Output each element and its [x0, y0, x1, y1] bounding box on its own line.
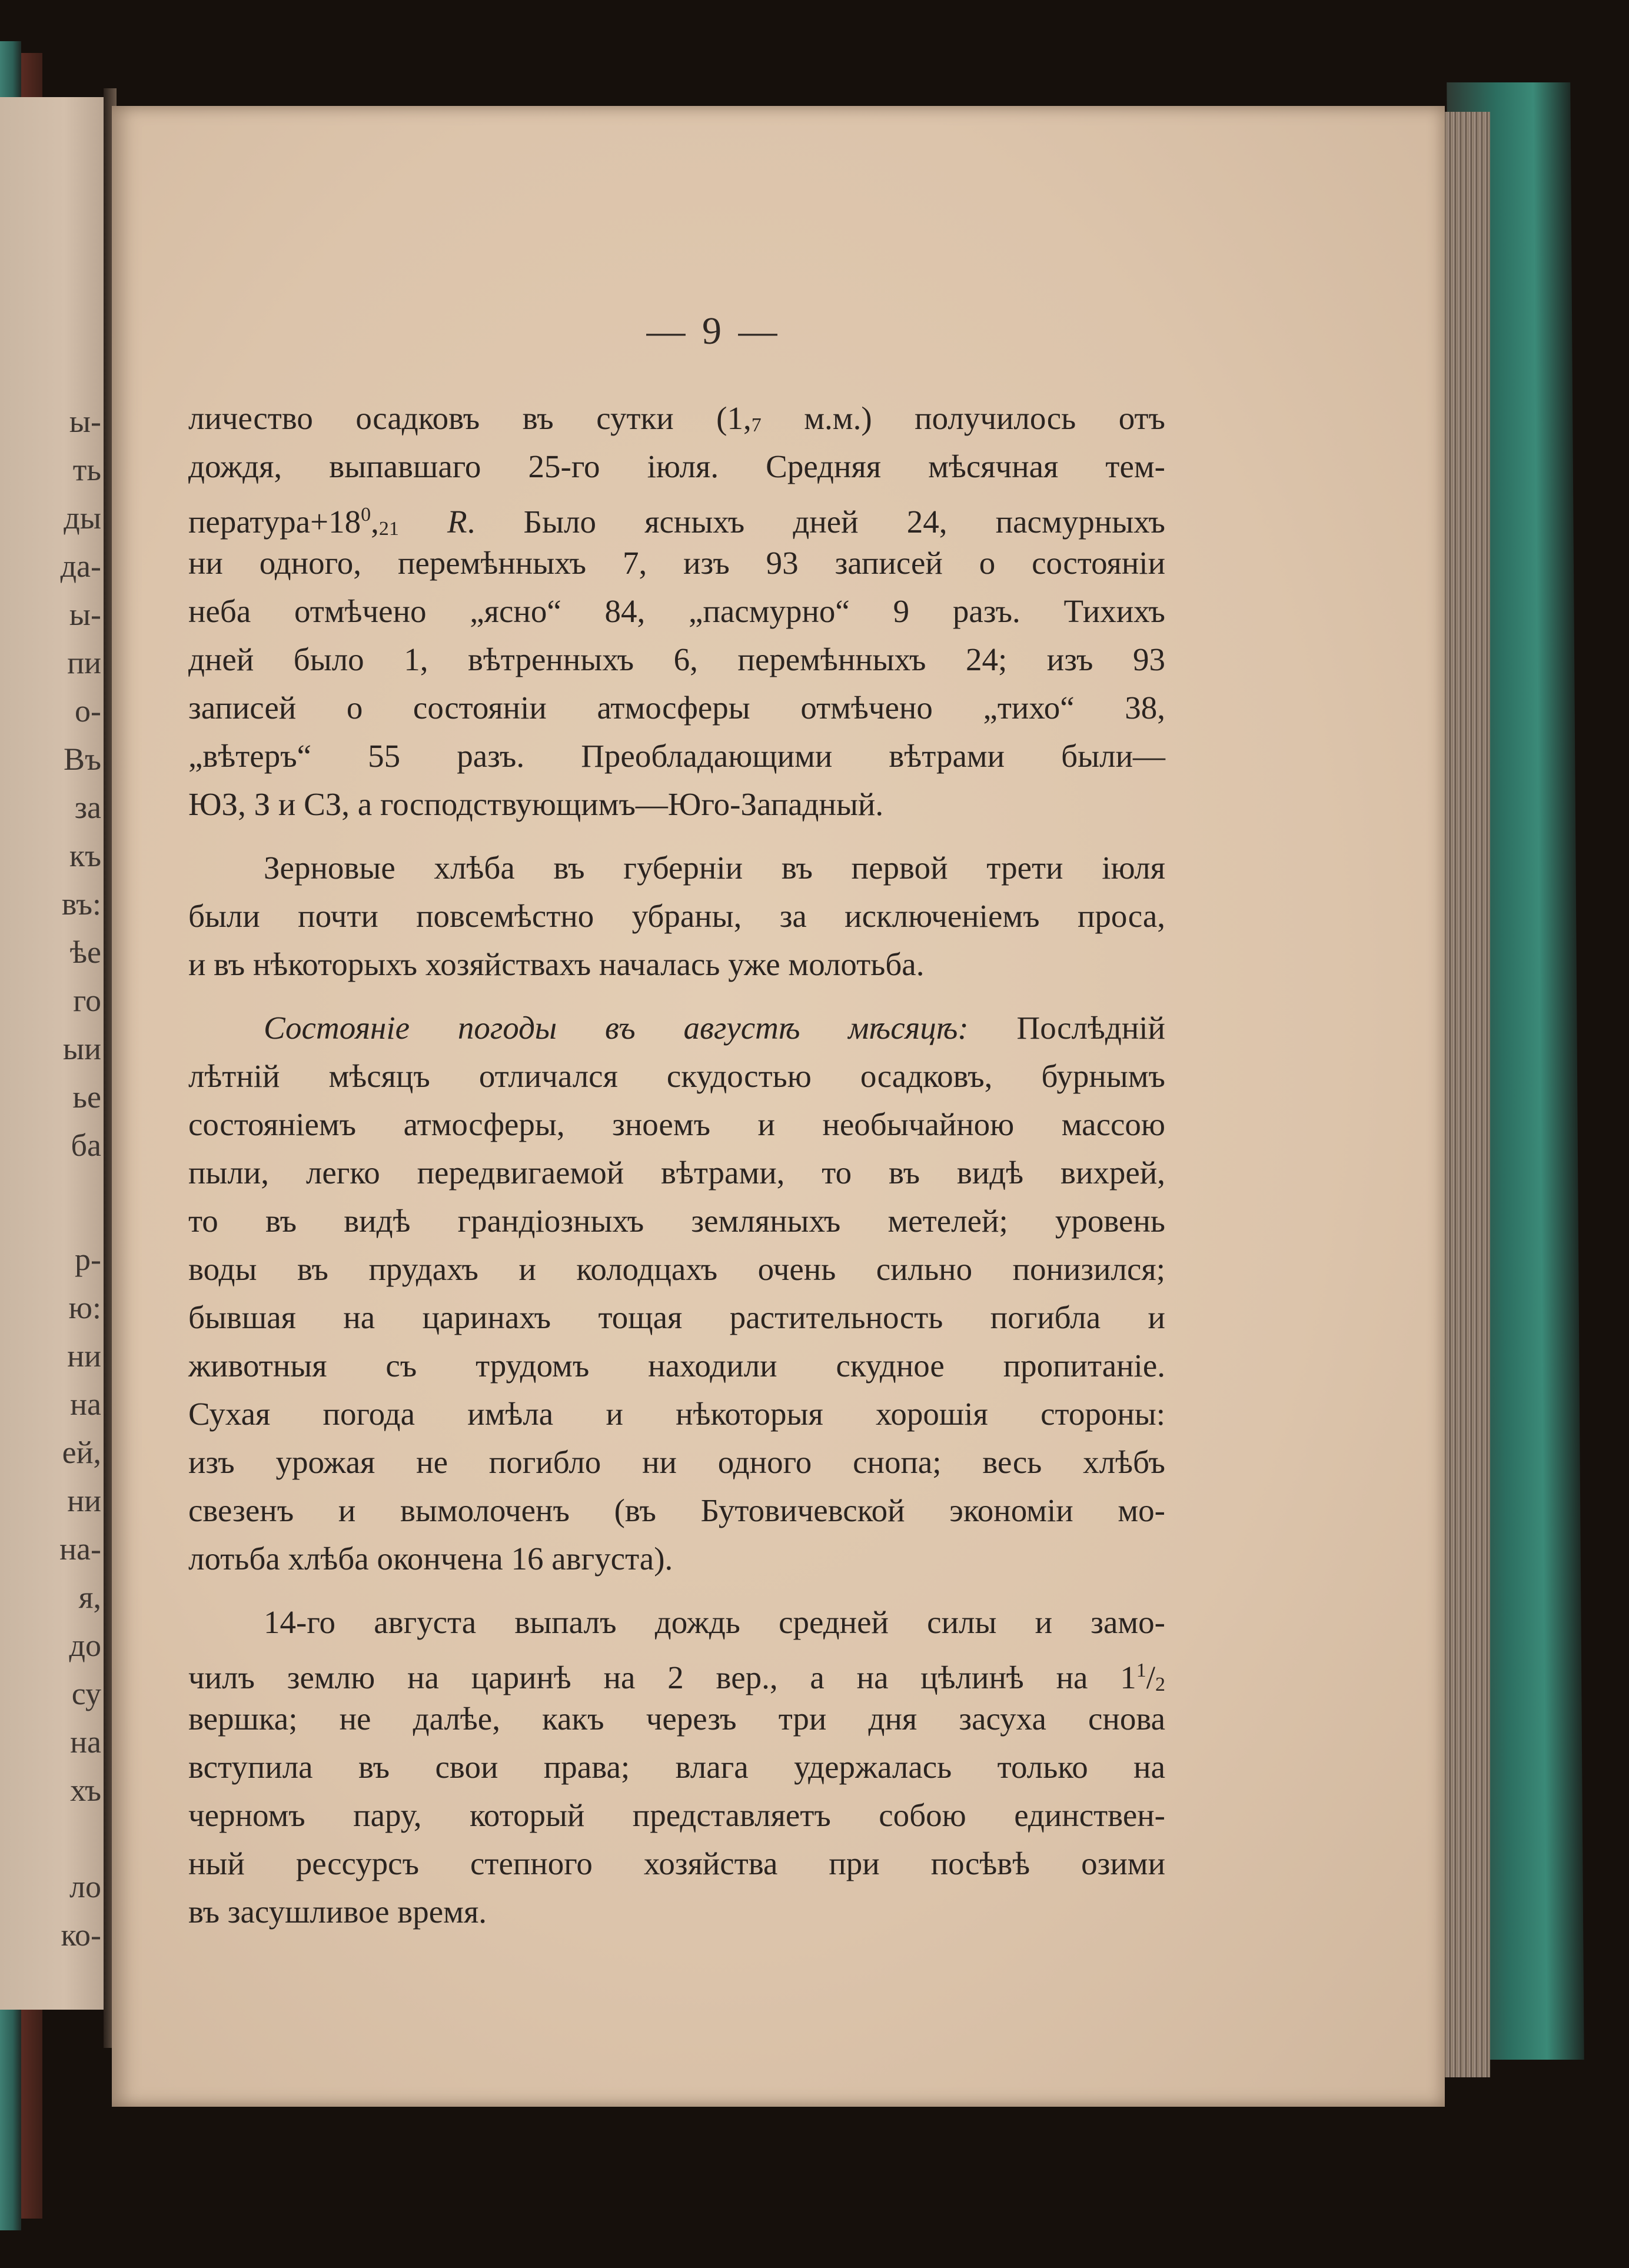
left-page-fragment: ье — [72, 1079, 101, 1115]
left-page-fragment: въ: — [61, 886, 101, 922]
text-line: бывшая на царинахъ тощая растительность погибла и — [188, 1299, 1165, 1335]
left-page-fragment: ыи — [62, 1031, 101, 1066]
paragraph-2 — [188, 844, 1165, 989]
left-page-fragment: ды — [64, 500, 101, 536]
text-line: ЮЗ, З и СЗ, а господствующимъ—Юго-Западный. — [188, 786, 884, 822]
text-line: Состояніе погоды въ августѣ мѣсяцѣ: Послѣдній — [264, 1010, 1165, 1046]
left-page-fragment: го — [73, 983, 101, 1018]
left-page-fragment: ба — [71, 1128, 101, 1163]
text-line: черномъ пару, который представляетъ собою единствен- — [188, 1797, 1165, 1833]
text-line: лотьба хлѣба окончена 16 августа). — [188, 1541, 673, 1577]
left-page-fragment: за — [74, 790, 101, 825]
text-line: „вѣтеръ“ 55 разъ. Преобладающими вѣтрами были— — [188, 738, 1165, 774]
text-line: дней было 1, вѣтренныхъ 6, перемѣнныхъ 24; изъ 93 — [188, 641, 1165, 677]
body-text — [188, 394, 1165, 1936]
text-line: Сухая погода имѣла и нѣкоторыя хорошія стороны: — [188, 1396, 1165, 1432]
left-page-fragment: о- — [75, 693, 101, 729]
text-line: дождя, выпавшаго 25-го іюля. Средняя мѣсячная тем- — [188, 448, 1165, 484]
text-line: свезенъ и вымолоченъ (въ Бутовичевской экономіи мо- — [188, 1492, 1165, 1528]
text-line: ни одного, перемѣнныхъ 7, изъ 93 записей о состояніи — [188, 545, 1165, 581]
text-line: то въ видѣ грандіозныхъ земляныхъ метелей; уровень — [188, 1203, 1165, 1239]
left-page-fragment: хъ — [70, 1773, 101, 1808]
left-page-fragment: ы- — [69, 597, 101, 632]
left-page-fragment: ни — [67, 1483, 101, 1518]
paragraph-4 — [188, 1598, 1165, 1936]
text-line: вершка; не далѣе, какъ черезъ три дня засуха снова — [188, 1701, 1165, 1737]
text-line: Зерновые хлѣба въ губерніи въ первой трети іюля — [264, 850, 1165, 886]
text-line: были почти повсемѣстно убраны, за исключеніемъ проса, — [188, 898, 1165, 934]
paragraph-3 — [188, 1004, 1165, 1583]
left-page-fragment: ы- — [69, 404, 101, 439]
left-page-fragment: на — [70, 1724, 101, 1760]
left-page-fragment: до — [69, 1628, 101, 1663]
text-line: состояніемъ атмосферы, зноемъ и необычайною массою — [188, 1106, 1165, 1142]
left-page-fragment: ей, — [62, 1435, 101, 1470]
text-line: пыли, легко передвигаемой вѣтрами, то въ видѣ вихрей, — [188, 1155, 1165, 1190]
text-line: $пература+18^0,21$ R. Было ясныхъ дней 24, пасмурныхъ — [188, 504, 1166, 540]
left-page-margin — [0, 97, 107, 2010]
text-line: воды въ прудахъ и колодцахъ очень сильно понизился; — [188, 1251, 1165, 1287]
left-page-fragment: ю: — [68, 1290, 101, 1325]
section-heading: Состояніе погоды въ августѣ мѣсяцѣ: — [264, 1010, 969, 1046]
left-page-fragment: р- — [75, 1242, 101, 1277]
text-line: изъ урожая не погибло ни одного снопа; весь хлѣбъ — [188, 1444, 1165, 1480]
text-line: лѣтній мѣсяцъ отличался скудостью осадковъ, бурнымъ — [188, 1058, 1165, 1094]
text-line: записей о состояніи атмосферы отмѣчено „тихо“ 38, — [188, 690, 1165, 726]
left-page-fragment: къ — [69, 838, 101, 873]
left-page-fragment: на — [70, 1386, 101, 1422]
text-line: 14-го августа выпалъ дождь средней силы и замо- — [264, 1604, 1165, 1640]
paragraph-1 — [188, 394, 1165, 829]
left-page-fragment: ть — [72, 452, 101, 487]
page-number: — 9 — — [646, 310, 781, 352]
text-line: въ засушливое время. — [188, 1894, 487, 1930]
text-line: животныя съ трудомъ находили скудное пропитаніе. — [188, 1348, 1165, 1384]
left-page-fragment: да- — [60, 548, 101, 584]
left-page-fragment: на- — [59, 1531, 101, 1567]
left-page-fragment: пи — [67, 645, 101, 680]
left-page-fragment: ѣе — [69, 935, 101, 970]
right-page — [112, 106, 1445, 2107]
left-page-fragment: ко- — [61, 1917, 101, 1953]
text-line: неба отмѣчено „ясно“ 84, „пасмурно“ 9 разъ. Тихихъ — [188, 593, 1165, 629]
left-page-fragment: ло — [69, 1869, 101, 1904]
left-page-fragment: я, — [78, 1579, 101, 1615]
left-page-fragment: Въ — [64, 741, 101, 777]
text-line: личество осадковъ въ сутки (1,7 м.м.) получилось отъ — [188, 400, 1165, 436]
left-page-fragment: ни — [67, 1338, 101, 1374]
text-line: и въ нѣкоторыхъ хозяйствахъ началась уже молотьба. — [188, 946, 925, 982]
left-page-fragment: су — [71, 1676, 101, 1711]
text-line: вступила въ свои права; влага удержалась только на — [188, 1749, 1165, 1785]
text-line: чилъ землю на царинѣ на 2 вер., а на цѣлинѣ на $1^1/2$ — [188, 1660, 1165, 1695]
text-line: ный рессурсъ степного хозяйства при посѣвѣ озими — [188, 1845, 1165, 1881]
